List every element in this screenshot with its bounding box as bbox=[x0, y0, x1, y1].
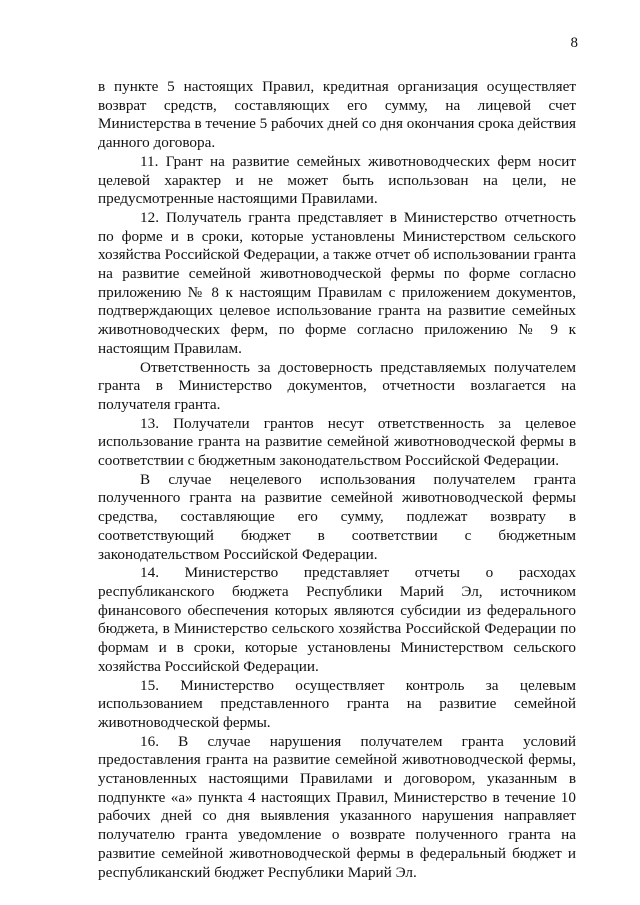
paragraph-continuation: в пункте 5 настоящих Правил, кредитная организация осуществляет возврат средств, составляющих его сумму, на лицевой счет Министерства в течение 5 рабочих дней со дня окончания срока действия данного договора. bbox=[98, 78, 576, 152]
paragraph-12: 12. Получатель гранта представляет в Министерство отчетность по форме и в сроки, которые установлены Министерством сельского хозяйства Российской Федерации, а также отчет об использовании гранта на развитие семейной животноводческой фермы по форме согласно приложению № 8 к настоящим Правилам с приложением документов, подтверждающих целевое использование гранта на развитие семейных животноводческих ферм, по форме согласно приложению № 9 к настоящим Правилам. bbox=[98, 208, 576, 357]
paragraph-11: 11. Грант на развитие семейных животноводческих ферм носит целевой характер и не может быть использован на цели, не предусмотренные настоящими Правилами. bbox=[98, 152, 576, 208]
paragraph-16: 16. В случае нарушения получателем гранта условий предоставления гранта на развитие семейной животноводческой фермы, установленных настоящими Правилами и договором, указанным в подпункте «а» пункта 4 настоящих Правил, Министерство в течение 10 рабочих дней со дня выявления указанного нарушения направляет получателю гранта уведомление о возврате полученного гранта на развитие семейной животноводческой фермы в федеральный бюджет и республиканский бюджет Республики Марий Эл. bbox=[98, 732, 576, 881]
document-body bbox=[98, 78, 576, 882]
paragraph-15: 15. Министерство осуществляет контроль за целевым использованием представленного гранта на развитие семейной животноводческой фермы. bbox=[98, 676, 576, 731]
paragraph-misuse-case: В случае нецелевого использования получателем гранта полученного гранта на развитие семейной животноводческой фермы средства, составляющие его сумму, подлежат возврату в соответствующий бюджет в соответствии с бюджетным законодательством Российской Федерации. bbox=[98, 470, 576, 563]
paragraph-13: 13. Получатели грантов несут ответственность за целевое использование гранта на развитие семейной животноводческой фермы в соответствии с бюджетным законодательством Российской Федерации. bbox=[98, 414, 576, 470]
paragraph-responsibility: Ответственность за достоверность представляемых получателем гранта в Министерство документов, отчетности возлагается на получателя гранта. bbox=[98, 358, 576, 413]
paragraph-14: 14. Министерство представляет отчеты о расходах республиканского бюджета Республики Марий Эл, источником финансового обеспечения которых являются субсидии из федерального бюджета, в Министерство сельского хозяйства Российской Федерации по формам и в сроки, которые установлены Министерством сельского хозяйства Российской Федерации. bbox=[98, 564, 576, 675]
page-number: 8 bbox=[570, 35, 578, 51]
